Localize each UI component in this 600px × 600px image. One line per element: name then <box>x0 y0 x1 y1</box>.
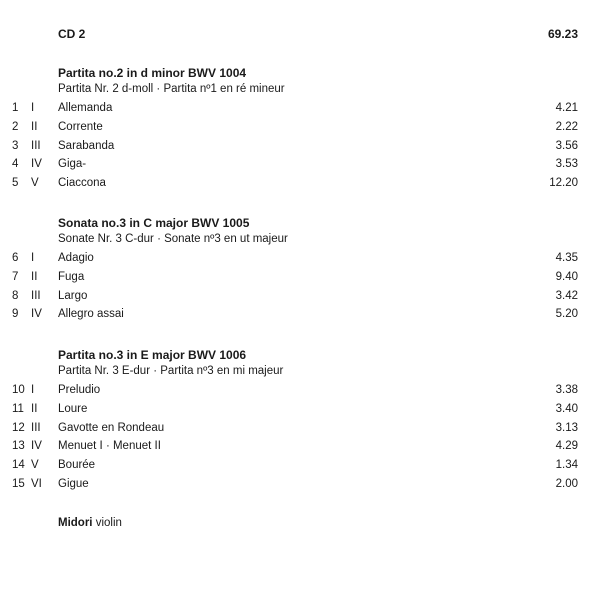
movement-title: Preludio <box>58 384 101 396</box>
track-duration: 9.40 <box>555 270 578 283</box>
movement-title: Fuga <box>58 270 85 283</box>
track-row <box>0 440 600 458</box>
track-row <box>0 290 600 308</box>
track-number: 10 <box>12 384 25 396</box>
movement-numeral: IV <box>31 440 42 453</box>
track-number: 1 <box>12 102 19 114</box>
movement-numeral: I <box>31 102 35 114</box>
track-duration: 1.34 <box>555 459 578 472</box>
disc-label: CD 2 <box>58 27 86 41</box>
work-title: Partita no.3 in E major BWV 1006 <box>58 348 247 362</box>
movement-numeral: III <box>31 139 41 152</box>
movement-title: Sarabanda <box>58 139 115 152</box>
track-row <box>0 121 600 139</box>
track-number: 13 <box>12 440 25 453</box>
track-duration: 3.40 <box>555 402 578 415</box>
track-row <box>0 403 600 421</box>
movement-title: Gigue <box>58 478 89 490</box>
track-duration: 4.35 <box>555 252 578 264</box>
track-row <box>0 271 600 289</box>
movement-title: Adagio <box>58 252 94 264</box>
track-duration: 5.20 <box>555 308 578 321</box>
movement-title: Giga- <box>58 158 87 171</box>
track-row <box>0 384 600 402</box>
track-duration: 3.13 <box>555 421 578 434</box>
track-row <box>0 478 600 496</box>
movement-numeral: III <box>31 421 41 434</box>
track-number: 14 <box>12 459 25 472</box>
track-row <box>0 252 600 270</box>
work-subtitle: Partita Nr. 3 E-dur · Partita nº3 en mi majeur <box>58 365 284 377</box>
track-duration: 3.38 <box>555 384 578 396</box>
track-duration: 12.20 <box>549 177 578 190</box>
track-number: 9 <box>12 308 19 321</box>
movement-numeral: IV <box>31 158 42 171</box>
performer-name: Midori <box>58 517 93 529</box>
movement-title: Loure <box>58 402 88 415</box>
track-number: 3 <box>12 139 19 152</box>
track-number: 4 <box>12 158 19 171</box>
movement-numeral: I <box>31 384 35 396</box>
track-number: 6 <box>12 252 19 264</box>
movement-numeral: II <box>31 402 38 415</box>
track-number: 12 <box>12 421 25 434</box>
movement-numeral: V <box>31 459 39 472</box>
work-subtitle: Partita Nr. 2 d-moll · Partita nº1 en ré mineur <box>58 83 285 95</box>
track-duration: 4.29 <box>555 440 578 453</box>
movement-title: Largo <box>58 289 88 302</box>
track-duration: 4.21 <box>555 102 578 114</box>
movement-numeral: I <box>31 252 35 264</box>
track-number: 15 <box>12 478 25 490</box>
movement-numeral: II <box>31 270 38 283</box>
movement-numeral: II <box>31 120 38 133</box>
performer-credit <box>58 517 122 529</box>
movement-numeral: V <box>31 177 39 190</box>
movement-numeral: IV <box>31 308 42 321</box>
track-duration: 3.56 <box>555 139 578 152</box>
track-row <box>0 177 600 195</box>
movement-title: Gavotte en Rondeau <box>58 421 165 434</box>
track-row <box>0 140 600 158</box>
movement-title: Menuet I · Menuet II <box>58 440 161 453</box>
work-title: Sonata no.3 in C major BWV 1005 <box>58 216 250 230</box>
movement-title: Ciaccona <box>58 177 106 190</box>
movement-title: Corrente <box>58 120 103 133</box>
track-duration: 2.00 <box>555 478 578 490</box>
movement-title: Bourée <box>58 459 96 472</box>
track-row <box>0 422 600 440</box>
work-title: Partita no.2 in d minor BWV 1004 <box>58 66 247 80</box>
track-duration: 3.53 <box>555 158 578 171</box>
track-row <box>0 308 600 326</box>
track-number: 8 <box>12 289 19 302</box>
work-subtitle: Sonate Nr. 3 C-dur · Sonate nº3 en ut majeur <box>58 233 288 245</box>
movement-numeral: VI <box>31 478 42 490</box>
disc-header <box>58 27 578 43</box>
track-row <box>0 158 600 176</box>
movement-numeral: III <box>31 289 41 302</box>
track-duration: 2.22 <box>555 120 578 133</box>
track-number: 7 <box>12 270 19 283</box>
track-row <box>0 102 600 120</box>
track-number: 5 <box>12 177 19 190</box>
track-number: 11 <box>12 402 24 415</box>
movement-title: Allegro assai <box>58 308 124 321</box>
performer-instrument: violin <box>95 517 122 529</box>
track-duration: 3.42 <box>555 289 578 302</box>
track-row <box>0 459 600 477</box>
disc-total-time: 69.23 <box>547 27 578 41</box>
movement-title: Allemanda <box>58 102 113 114</box>
track-number: 2 <box>12 120 19 133</box>
